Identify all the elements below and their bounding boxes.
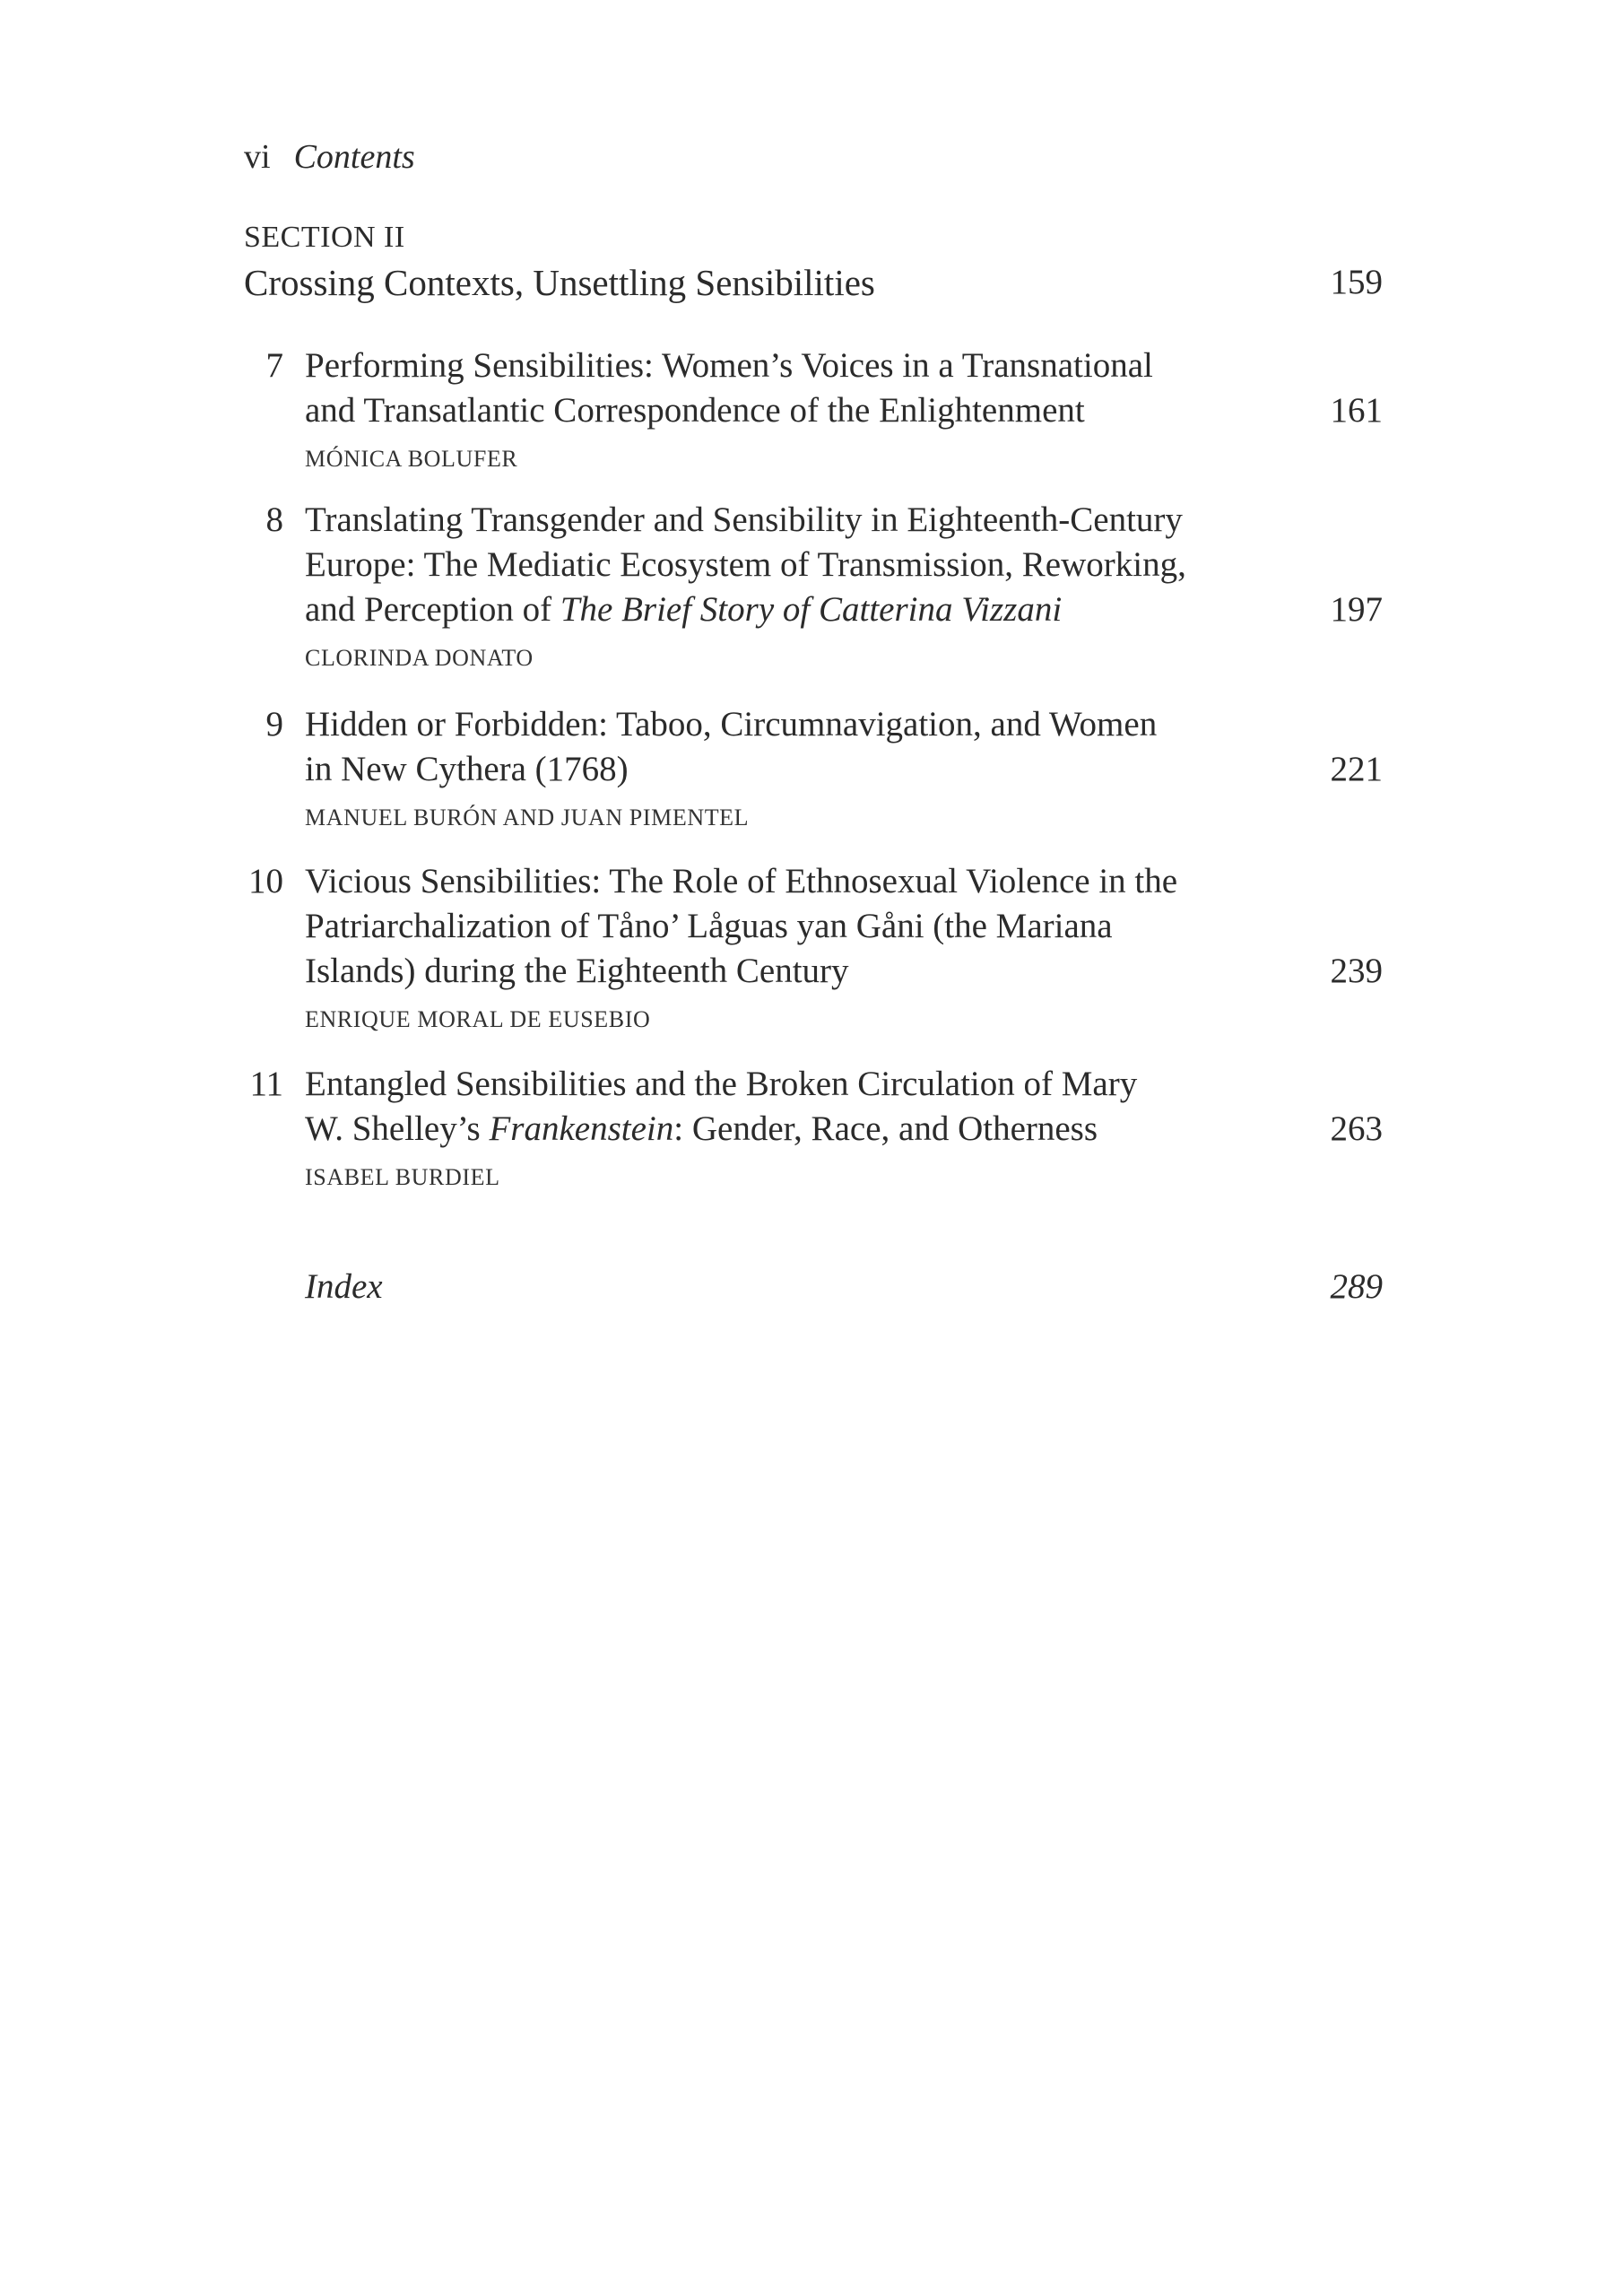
toc-entry-chapter-9 xyxy=(244,702,1383,837)
toc-entry-chapter-10 xyxy=(244,859,1383,1048)
section-title: Crossing Contexts, Unsettling Sensibilities xyxy=(244,262,875,303)
toc-entry-chapter-7 xyxy=(244,344,1383,478)
chapter-title-line: and Transatlantic Correspondence of the Enlightenment xyxy=(305,391,1085,430)
chapter-title-line: Europe: The Mediatic Ecosystem of Transmission, Reworking, xyxy=(305,545,1186,584)
chapter-title xyxy=(305,859,1255,994)
chapter-title-text: : Gender, Race, and Otherness xyxy=(673,1109,1098,1148)
running-head-title: Contents xyxy=(293,138,415,176)
chapter-author: MÓNICA BOLUFER xyxy=(305,446,518,472)
chapter-author: CLORINDA DONATO xyxy=(305,645,534,671)
chapter-number: 7 xyxy=(265,346,283,385)
chapter-title xyxy=(305,344,1255,433)
chapter-title-italic: The Brief Story of Catterina Vizzani xyxy=(560,590,1063,629)
chapter-title-line: Translating Transgender and Sensibility in Eighteenth-Century xyxy=(305,500,1183,539)
chapter-title-line: in New Cythera (1768) xyxy=(305,750,629,788)
chapter-title-text: and Perception of xyxy=(305,590,560,629)
chapter-title-line: Hidden or Forbidden: Taboo, Circumnavigation, and Women xyxy=(305,705,1158,744)
chapter-number: 10 xyxy=(248,862,283,900)
chapter-title xyxy=(305,498,1255,632)
chapter-title-text: W. Shelley’s xyxy=(305,1109,490,1148)
chapter-page-number: 263 xyxy=(1330,1109,1383,1148)
chapter-author: ENRIQUE MORAL DE EUSEBIO xyxy=(305,1006,651,1032)
chapter-title-line xyxy=(305,587,1255,632)
chapter-title-line: Performing Sensibilities: Women’s Voices in a Transnational xyxy=(305,346,1153,385)
chapter-page-number: 239 xyxy=(1330,952,1383,990)
chapter-title-italic: Frankenstein xyxy=(489,1109,674,1148)
toc-entry-index xyxy=(244,1265,1383,1309)
chapter-page-number: 161 xyxy=(1330,391,1383,430)
chapter-title-line: Islands) during the Eighteenth Century xyxy=(305,952,849,990)
chapter-number: 8 xyxy=(265,500,283,539)
chapter-title xyxy=(305,702,1255,792)
chapter-title xyxy=(305,1062,1255,1152)
chapter-page-number: 197 xyxy=(1330,590,1383,629)
section-heading-row xyxy=(244,255,1383,310)
chapter-title-line: Patriarchalization of Tåno’ Låguas yan Gåni (the Mariana xyxy=(305,907,1113,945)
toc-entry-chapter-11 xyxy=(244,1062,1383,1196)
chapter-number: 11 xyxy=(249,1065,283,1103)
chapter-title-line: Vicious Sensibilities: The Role of Ethnosexual Violence in the xyxy=(305,862,1178,900)
toc-entry-chapter-8 xyxy=(244,498,1383,686)
index-page-number: 289 xyxy=(1330,1267,1383,1306)
chapter-author: ISABEL BURDIEL xyxy=(305,1164,500,1190)
running-head xyxy=(244,135,415,179)
chapter-author: MANUEL BURÓN AND JUAN PIMENTEL xyxy=(305,804,750,831)
chapter-title-line xyxy=(305,1107,1255,1152)
section-label: SECTION II xyxy=(244,221,405,254)
chapter-page-number: 221 xyxy=(1330,750,1383,788)
page-folio: vi xyxy=(244,138,271,176)
chapter-number: 9 xyxy=(265,705,283,744)
section-page-number: 159 xyxy=(1330,263,1383,301)
index-label: Index xyxy=(305,1267,383,1306)
chapter-title-line: Entangled Sensibilities and the Broken Circulation of Mary xyxy=(305,1065,1138,1103)
